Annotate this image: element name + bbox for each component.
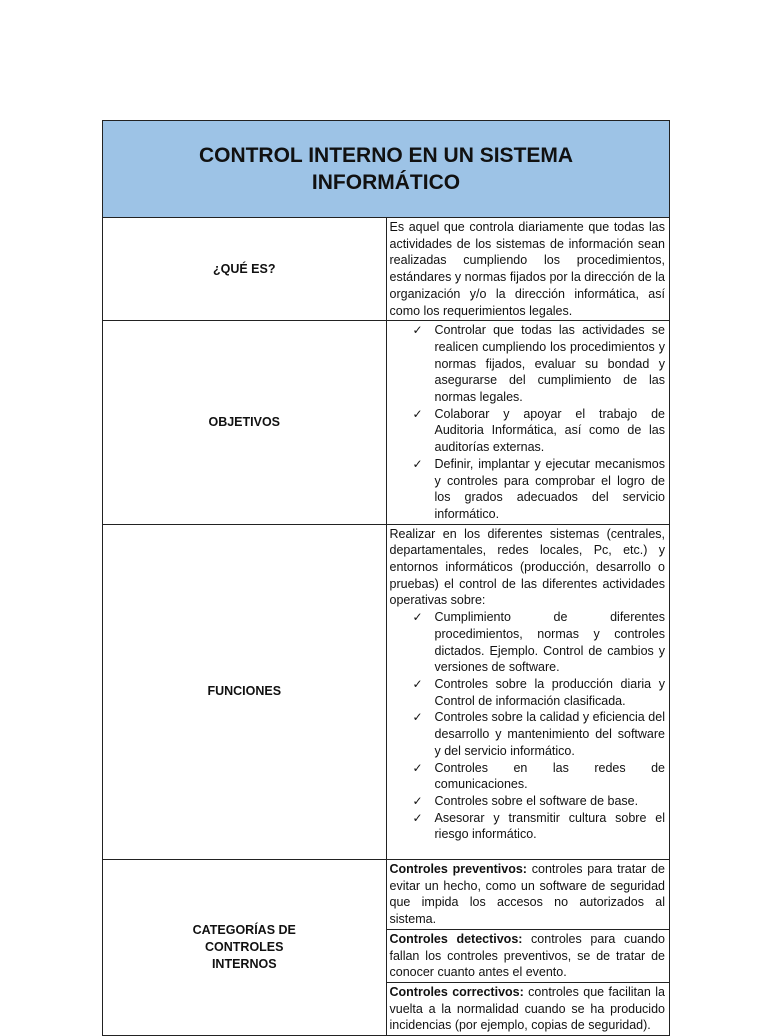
control-interno-table bbox=[102, 120, 670, 1036]
list-item bbox=[413, 676, 666, 709]
categorias-label-line-2: CONTROLES bbox=[205, 940, 284, 955]
list-item bbox=[413, 793, 666, 810]
table-row bbox=[387, 929, 670, 982]
list-item bbox=[413, 322, 666, 406]
categorias-label-line-1: CATEGORÍAS DE bbox=[192, 923, 296, 938]
check-icon: ✓ bbox=[412, 610, 423, 625]
funciones-content bbox=[386, 524, 670, 859]
funcion-text: Controles sobre la calidad y eficiencia del desarrollo y mantenimiento del software y del servicio informático. bbox=[434, 710, 665, 758]
objetivos-content bbox=[386, 321, 670, 524]
categoria-text: controles para cuando fallan los controles preventivos, se de tratar de conocer cuanto antes el evento. bbox=[389, 931, 665, 980]
que-es-row bbox=[103, 218, 670, 321]
list-item bbox=[413, 810, 666, 843]
table-row bbox=[387, 982, 670, 1035]
title-line-1: CONTROL INTERNO EN UN SISTEMA bbox=[198, 144, 574, 167]
categoria-text: controles que facilitan la vuelta a la normalidad cuando se ha producido incidencias (por ejemplo, copias de seguridad). bbox=[389, 984, 665, 1033]
list-item bbox=[413, 456, 666, 523]
objetivos-label: OBJETIVOS bbox=[103, 321, 387, 524]
categoria-term: Controles correctivos: bbox=[389, 984, 524, 999]
check-icon: ✓ bbox=[412, 710, 423, 725]
que-es-label: ¿QUÉ ES? bbox=[103, 218, 387, 321]
list-item bbox=[413, 609, 666, 676]
objetivos-row bbox=[103, 321, 670, 524]
check-icon: ✓ bbox=[412, 793, 423, 808]
categorias-subtable bbox=[387, 860, 670, 1035]
funciones-list bbox=[390, 609, 666, 843]
categoria-detectivos bbox=[387, 929, 670, 982]
funcion-text: Controles en las redes de comunicaciones. bbox=[434, 760, 665, 792]
categorias-label bbox=[103, 860, 387, 1036]
funcion-text: Asesorar y transmitir cultura sobre el riesgo informático. bbox=[434, 810, 665, 842]
que-es-text: Es aquel que controla diariamente que todas las actividades de los sistemas de información sean realizadas cumpliendo los procedimientos, estándares y normas fijados por la dirección de la organización y/o la dirección informática, así como los requerimientos legales. bbox=[389, 220, 665, 318]
categorias-content bbox=[386, 860, 670, 1036]
categoria-term: Controles preventivos: bbox=[389, 862, 527, 877]
objetivos-list bbox=[390, 322, 666, 522]
objetivo-text: Controlar que todas las actividades se realicen cumpliendo los procedimientos y normas fijados, evaluar su bondad y asegurarse del cumplimiento de las normas legales. bbox=[434, 323, 665, 405]
categoria-preventivos bbox=[387, 860, 670, 929]
check-icon: ✓ bbox=[412, 760, 423, 775]
funcion-text: Controles sobre el software de base. bbox=[434, 793, 639, 808]
que-es-content bbox=[386, 218, 670, 321]
check-icon: ✓ bbox=[412, 676, 423, 691]
list-item bbox=[413, 760, 666, 793]
categorias-row bbox=[103, 860, 670, 1036]
title-row bbox=[103, 121, 670, 218]
list-item bbox=[413, 406, 666, 456]
categorias-label-line-3: INTERNOS bbox=[211, 957, 277, 972]
funcion-text: Cumplimiento de diferentes procedimientos, normas y controles dictados. Ejemplo. Control de cambios y versiones de software. bbox=[434, 610, 665, 675]
funciones-label: FUNCIONES bbox=[103, 524, 387, 859]
check-icon: ✓ bbox=[412, 456, 423, 471]
list-item bbox=[413, 709, 666, 759]
title-line-2: INFORMÁTICO bbox=[311, 171, 461, 194]
check-icon: ✓ bbox=[412, 810, 423, 825]
check-icon: ✓ bbox=[412, 323, 423, 338]
funciones-intro: Realizar en los diferentes sistemas (centrales, departamentales, redes locales, Pc, etc.) y entornos informáticos (producción, desarrollo o pruebas) el control de las diferentes actividades operativas sobre: bbox=[389, 526, 665, 608]
categoria-text: controles para tratar de evitar un hecho, como un software de seguridad que impida los accesos no autorizados al sistema. bbox=[389, 862, 665, 927]
funciones-row bbox=[103, 524, 670, 859]
table-title bbox=[103, 121, 670, 218]
table-row bbox=[387, 860, 670, 929]
funcion-text: Controles sobre la producción diaria y Control de información clasificada. bbox=[434, 676, 665, 708]
objetivo-text: Colaborar y apoyar el trabajo de Auditoria Informática, así como de las auditorías externas. bbox=[434, 406, 665, 455]
objetivo-text: Definir, implantar y ejecutar mecanismos y controles para comprobar el logro de los grados adecuados del servicio informático. bbox=[434, 456, 665, 521]
categoria-term: Controles detectivos: bbox=[389, 931, 523, 946]
categoria-correctivos bbox=[387, 982, 670, 1035]
check-icon: ✓ bbox=[412, 406, 423, 421]
